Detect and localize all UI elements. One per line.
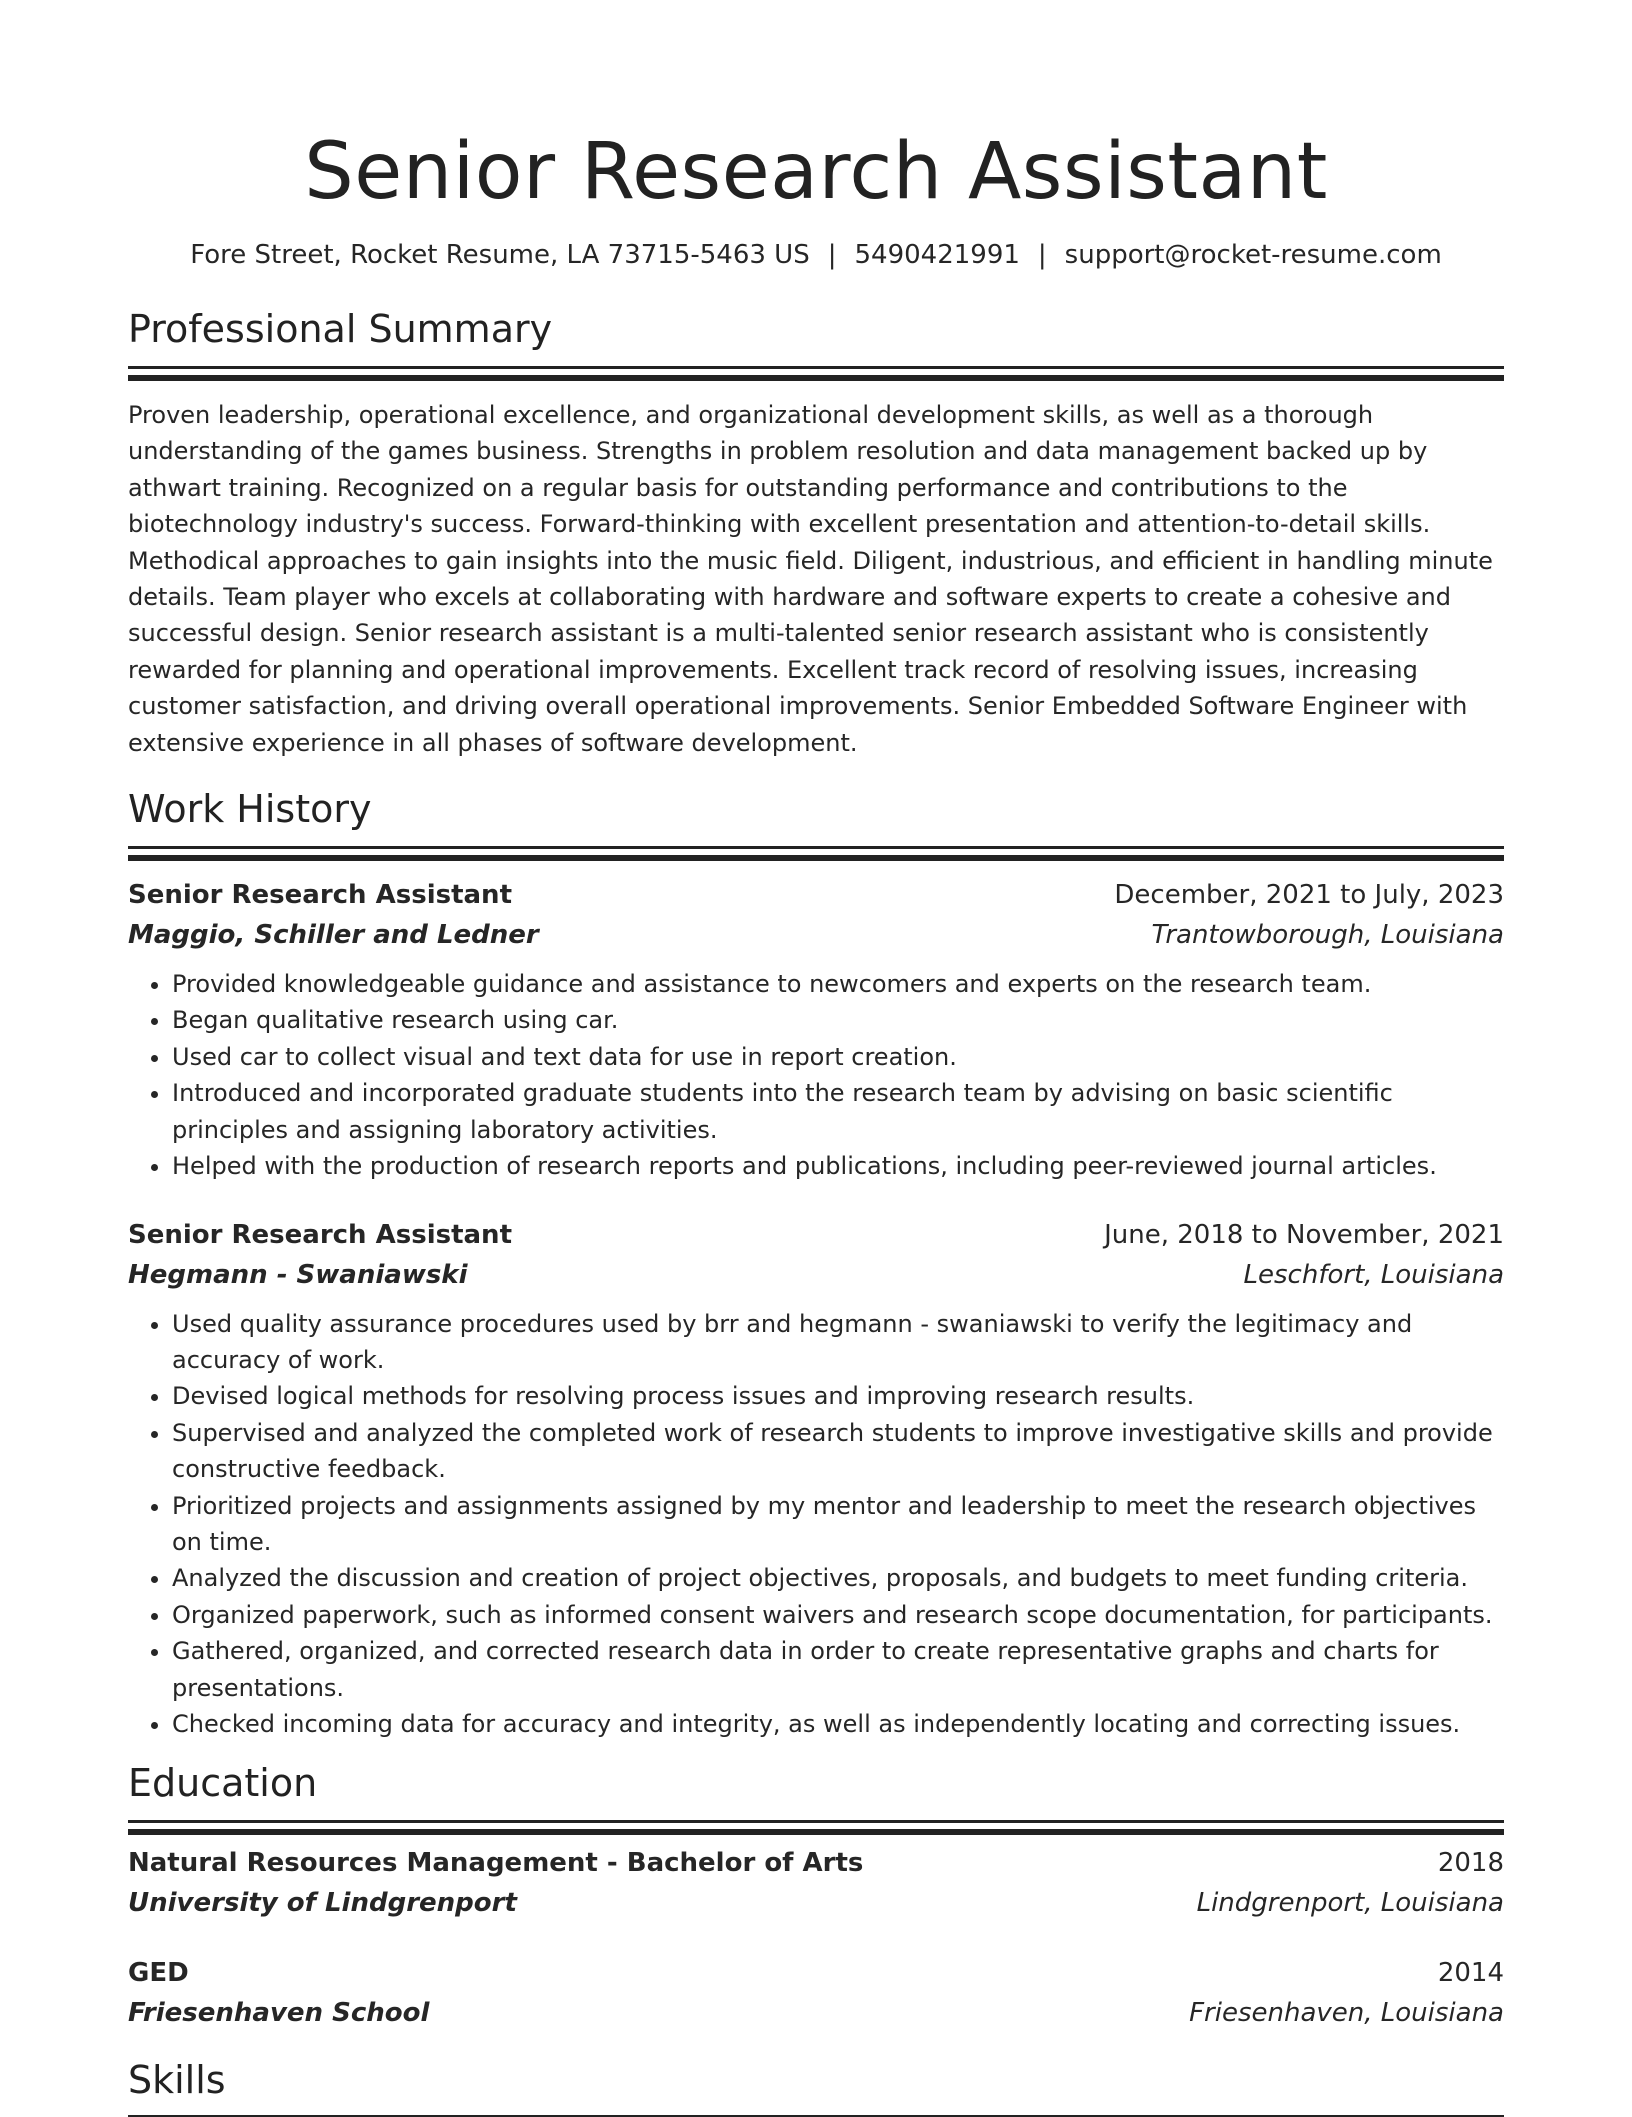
job-title: Senior Research Assistant <box>128 880 512 911</box>
education-section <box>128 1758 1504 2033</box>
education-entry <box>128 1843 1504 1923</box>
section-title-skills: Skills <box>128 2058 226 2103</box>
list-item: • Began qualitative research using car. <box>172 1002 1504 1038</box>
section-title-summary: Professional Summary <box>128 307 553 351</box>
job-company: Maggio, Schiller and Ledner <box>128 920 539 951</box>
education-school-row <box>128 1993 1504 2033</box>
job-bullets <box>128 1306 1504 1743</box>
summary-text: Proven leadership, operational excellence, and organizational development skills, as well as a thorough understanding of the games business. Strengths in problem resolution and data management backed up by athwart training. Recognized on a regular basis for outstanding performance and contributions to the biotechnology industry's success. Forward-thinking with excellent presentation and attention-to-detail skills. Methodical approaches to gain insights into the music field. Diligent, industrious, and efficient in handling minute details. Team player who excels at collaborating with hardware and software experts to create a cohesive and successful design. Senior research assistant is a multi-talented senior research assistant who is consistently rewarded for planning and operational improvements. Excellent track record of resolving issues, increasing customer satisfaction, and driving overall operational improvements. Senior Embedded Software Engineer with extensive experience in all phases of software development. <box>128 401 1493 757</box>
education-year: 2014 <box>1437 1958 1504 1989</box>
job-dates: December, 2021 to July, 2023 <box>1114 880 1504 911</box>
job-entry <box>128 875 1504 1184</box>
job-header-row <box>128 875 1504 915</box>
education-location: Friesenhaven, Louisiana <box>1189 1998 1504 2029</box>
contact-line <box>128 238 1504 272</box>
education-year: 2018 <box>1437 1848 1504 1879</box>
list-item: • Organized paperwork, such as informed consent waivers and research scope documentation, for participants. <box>172 1597 1504 1633</box>
education-school-row <box>128 1883 1504 1923</box>
education-degree: Natural Resources Management - Bachelor of Arts <box>128 1848 864 1879</box>
job-company-row <box>128 1255 1504 1295</box>
job-header-row <box>128 1215 1504 1255</box>
list-item: • Prioritized projects and assignments assigned by my mentor and leadership to meet the research objectives on time. <box>172 1488 1504 1561</box>
list-item: • Used car to collect visual and text data for use in report creation. <box>172 1039 1504 1075</box>
section-divider <box>128 366 1504 369</box>
summary-section <box>128 304 1504 761</box>
contact-separator: | <box>1037 240 1047 270</box>
list-item: • Used quality assurance procedures used by brr and hegmann - swaniawski to verify the legitimacy and accuracy of work. <box>172 1306 1504 1379</box>
job-dates: June, 2018 to November, 2021 <box>1104 1219 1504 1250</box>
section-title-education: Education <box>128 1761 318 1806</box>
list-item: • Devised logical methods for resolving process issues and improving research results. <box>172 1378 1504 1414</box>
list-item: • Supervised and analyzed the completed work of research students to improve investigative skills and provide constructive feedback. <box>172 1415 1504 1488</box>
education-school: University of Lindgrenport <box>128 1888 517 1919</box>
education-school: Friesenhaven School <box>128 1998 430 2029</box>
contact-phone: 5490421991 <box>854 240 1020 270</box>
contact-address: Fore Street, Rocket Resume, LA 73715-5463 US <box>190 240 810 270</box>
list-item: • Introduced and incorporated graduate students into the research team by advising on basic scientific principles and assigning laboratory activities. <box>172 1075 1504 1148</box>
education-header-row <box>128 1953 1504 1993</box>
section-divider <box>128 1820 1504 1823</box>
list-item: • Provided knowledgeable guidance and assistance to newcomers and experts on the research team. <box>172 966 1504 1002</box>
list-item: • Helped with the production of research reports and publications, including peer-reviewed journal articles. <box>172 1148 1504 1184</box>
job-company: Hegmann - Swaniawski <box>128 1259 468 1290</box>
list-item: • Analyzed the discussion and creation of project objectives, proposals, and budgets to meet funding criteria. <box>172 1560 1504 1596</box>
resume-name: Senior Research Assistant <box>304 127 1328 217</box>
education-header-row <box>128 1843 1504 1883</box>
section-title-work-history: Work History <box>128 787 372 832</box>
job-company-row <box>128 915 1504 955</box>
resume-page <box>128 0 1504 2117</box>
job-location: Trantowborough, Louisiana <box>1151 920 1504 951</box>
education-entry <box>128 1953 1504 2033</box>
work-history-section <box>128 784 1504 1742</box>
list-item: • Gathered, organized, and corrected research data in order to create representative graphs and charts for presentations. <box>172 1633 1504 1706</box>
contact-separator: | <box>827 240 837 270</box>
job-location: Leschfort, Louisiana <box>1243 1259 1504 1290</box>
contact-email[interactable]: support@rocket-resume.com <box>1064 240 1442 270</box>
education-location: Lindgrenport, Louisiana <box>1196 1888 1504 1919</box>
job-entry <box>128 1215 1504 1743</box>
list-item: • Checked incoming data for accuracy and integrity, as well as independently locating and correcting issues. <box>172 1706 1504 1742</box>
job-bullets <box>128 966 1504 1184</box>
section-divider <box>128 846 1504 849</box>
education-degree: GED <box>128 1958 189 1989</box>
job-title: Senior Research Assistant <box>128 1219 512 1250</box>
skills-section <box>128 2055 1504 2117</box>
